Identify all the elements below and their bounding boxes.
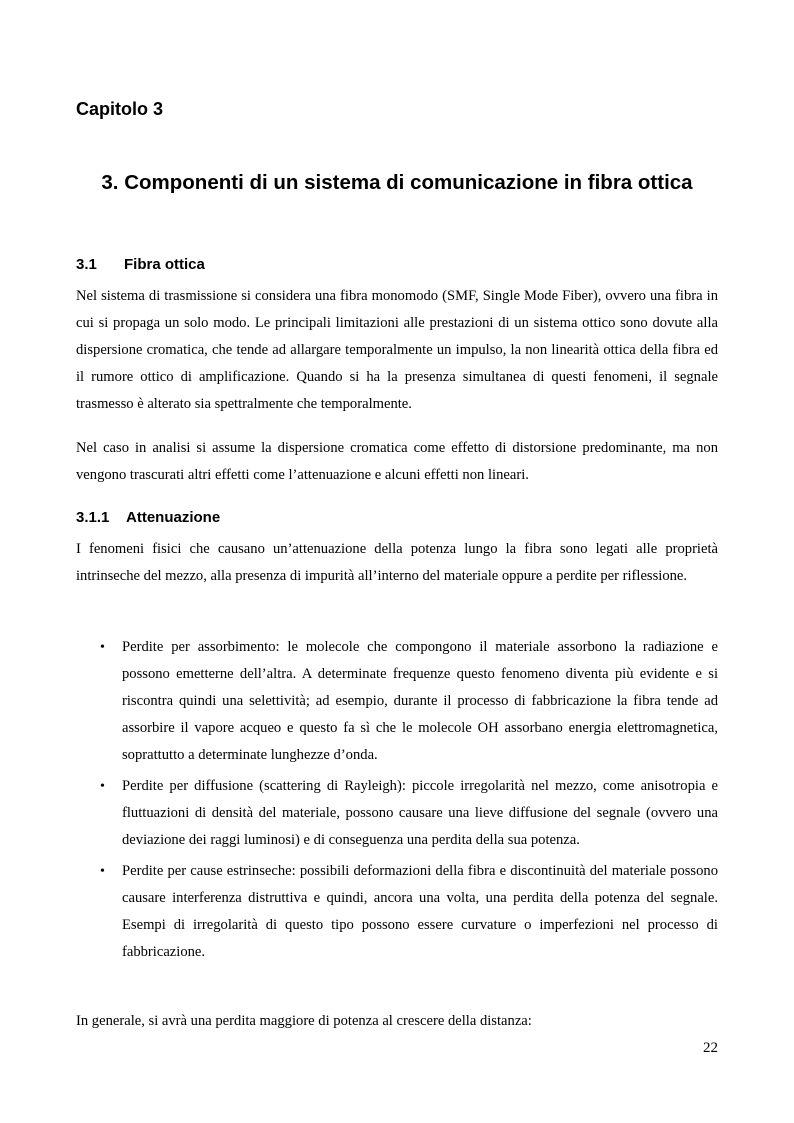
section-number: 3.1	[76, 256, 97, 273]
bullet-icon: •	[100, 640, 105, 655]
paragraph-fibra-intro: Nel sistema di trasmissione si considera una fibra monomodo (SMF, Single Mode Fiber), ovvero una fibra in cui si propaga un solo modo. Le principali limitazioni alle prestazioni di un sistema ottico sono dovute alla dispersione cromatica, che tende ad allargare temporalmente un impulso, la non linearità ottica della fibra ed il rumore ottico di amplificazione. Quando si ha la presenza simultanea di questi fenomeni, il segnale trasmesso è alterato sia spettralmente che temporalmente.	[76, 288, 718, 412]
subsection-title: Attenuazione	[126, 509, 221, 526]
chapter-label: Capitolo 3	[76, 99, 164, 119]
bullet-icon: •	[100, 779, 105, 794]
list-item-text: Perdite per diffusione (scattering di Rayleigh): piccole irregolarità nel mezzo, come anisotropia e fluttuazioni di densità del materiale, possono causare una lieve diffusione del segnale (ovvero una deviazione dei raggi luminosi) e di conseguenza una perdita della sua potenza.	[122, 778, 718, 848]
page-number: 22	[703, 1040, 718, 1056]
section-heading-3-1-1	[76, 507, 220, 529]
list-item-text: Perdite per assorbimento: le molecole che compongono il materiale assorbono la radiazione e possono emetterne dell’altra. A determinate frequenze questo fenomeno diventa più evidente e si riscontra quindi una selettività; ad esempio, durante il processo di fabbricazione la fibra tende ad assorbire il vapore acqueo e questo fa sì che le molecole OH assorbano energia elettromagnetica, soprattutto a determinate lunghezze d’onda.	[122, 639, 718, 763]
list-item	[76, 773, 718, 854]
section-title: Fibra ottica	[124, 256, 205, 273]
subsection-number: 3.1.1	[76, 509, 110, 526]
chapter-title: 3. Componenti di un sistema di comunicazione in fibra ottica	[101, 171, 693, 194]
bullet-icon: •	[100, 864, 105, 879]
list-item-text: Perdite per cause estrinseche: possibili deformazioni della fibra e discontinuità del materiale possono causare interferenza distruttiva e quindi, ancora una volta, una perdita della potenza del segnale. Esempi di irregolarità di questo tipo possono essere curvature o imperfezioni nel processo di fabbricazione.	[122, 863, 718, 960]
paragraph-attenuazione-intro: I fenomeni fisici che causano un’attenuazione della potenza lungo la fibra sono legati alle proprietà intrinseche del mezzo, alla presenza di impurità all’interno del materiale oppure a perdite per riflessione.	[76, 541, 718, 584]
section-heading-3-1	[76, 254, 205, 276]
loss-types-list	[76, 634, 718, 970]
list-item	[76, 858, 718, 966]
paragraph-closing: In generale, si avrà una perdita maggiore di potenza al crescere della distanza:	[76, 1013, 532, 1029]
paragraph-dispersione: Nel caso in analisi si assume la dispersione cromatica come effetto di distorsione predominante, ma non vengono trascurati altri effetti come l’attenuazione e alcuni effetti non lineari.	[76, 440, 718, 483]
list-item	[76, 634, 718, 769]
